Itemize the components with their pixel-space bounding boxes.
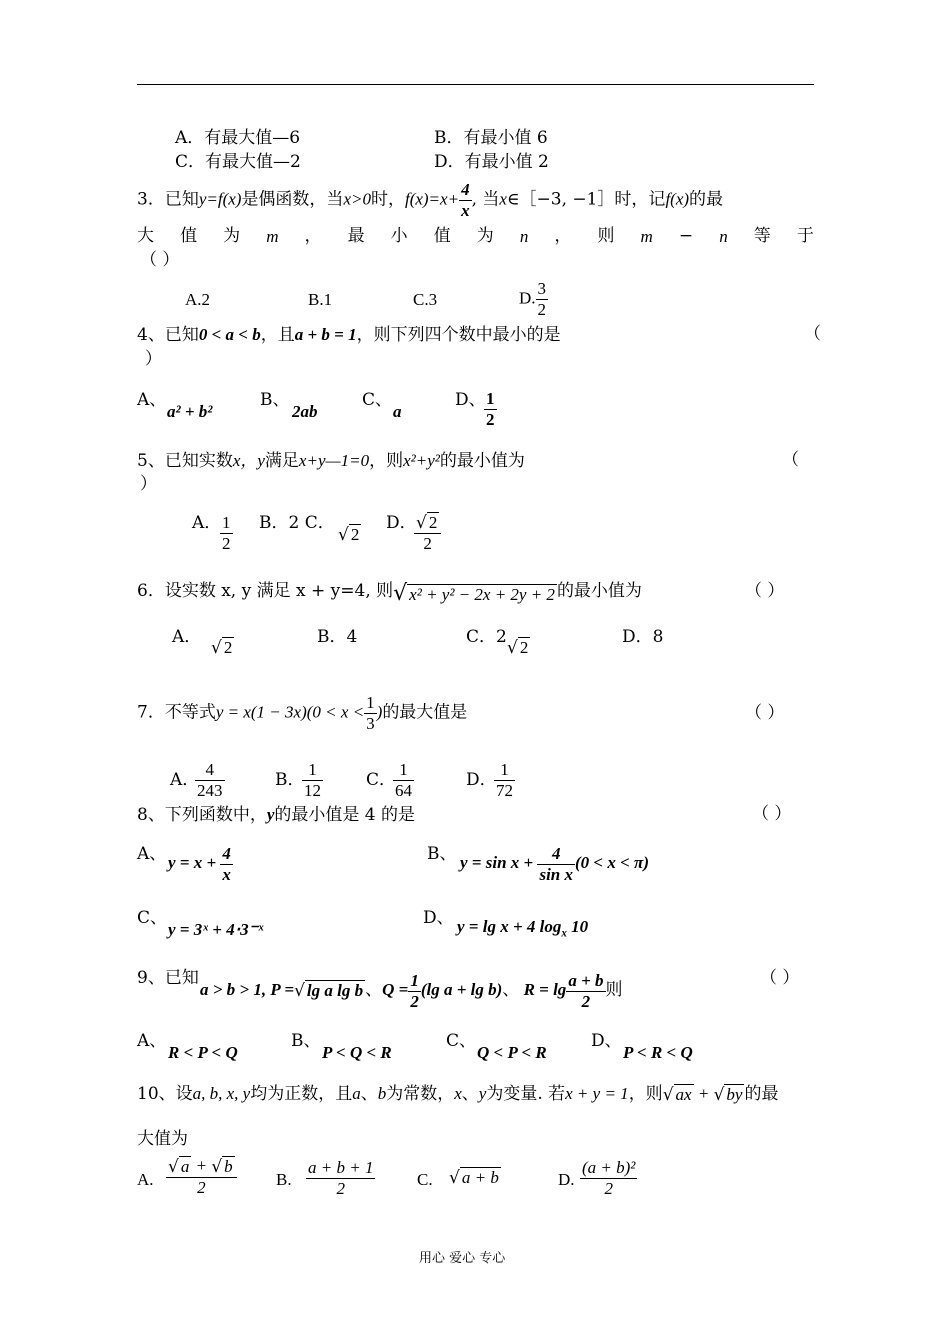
q3-paren: （ ） bbox=[140, 250, 180, 270]
q8-line1: 8、下列函数中，y的最小值是 4 的是 bbox=[137, 805, 415, 825]
q10-line2: 大值为 bbox=[137, 1129, 188, 1149]
q6-option-b: B．4 bbox=[317, 627, 358, 647]
q9-option-c-label: C、 bbox=[446, 1031, 477, 1051]
q7-option-d-label: D． bbox=[466, 770, 497, 790]
q8-option-a: y = x + $\frac{4}{x}$ bbox=[168, 844, 231, 884]
q10-option-a: $\frac{√ a + √ b}{2}$ bbox=[166, 1156, 237, 1198]
q6-paren: （ ） bbox=[745, 581, 785, 601]
q6-line1: 6．设实数 x, y 满足 x + y=4, 则√ x² + y² − 2x + 2y + 2 的最小值为 bbox=[137, 581, 642, 606]
q7-option-a-label: A． bbox=[170, 770, 200, 790]
q3-option-b: B.1 bbox=[308, 290, 333, 309]
q10-option-c-label: C. bbox=[417, 1170, 433, 1189]
q10-option-c: √ a + b bbox=[449, 1168, 499, 1189]
q7-paren: （ ） bbox=[745, 703, 785, 723]
q4-paren-close: ） bbox=[145, 349, 162, 369]
q7-option-b-label: B． bbox=[275, 770, 305, 790]
q7-option-d: $\frac{1}{72}$ bbox=[496, 760, 513, 800]
q4-option-c-label: C、 bbox=[362, 390, 393, 410]
q8-option-c-label: C、 bbox=[137, 908, 168, 928]
q6-option-c-sqrt: √ 2 bbox=[507, 638, 529, 659]
q6-option-a: A． bbox=[172, 627, 202, 647]
q10-option-b-label: B. bbox=[276, 1170, 292, 1189]
q5-option-a-label: A． bbox=[192, 513, 222, 533]
q4-option-c: a bbox=[393, 402, 402, 421]
q8-paren: （ ） bbox=[752, 804, 792, 824]
q8-option-c: y = 3ˣ + 4⋅3⁻ˣ bbox=[168, 920, 264, 939]
q3-option-d-fraction: $\frac{3}{2}$ bbox=[537, 279, 547, 319]
q9-line1: 9、已知 bbox=[137, 968, 199, 988]
q9-option-b: P < Q < R bbox=[322, 1043, 392, 1062]
q8-option-d-label: D、 bbox=[423, 908, 454, 928]
q3-option-c: C.3 bbox=[413, 290, 438, 309]
q8-option-b-label: B、 bbox=[427, 844, 457, 864]
q6-option-c: C．2 bbox=[466, 627, 507, 647]
q5-option-a: $\frac{1}{2}$ bbox=[222, 513, 231, 553]
q10-line1: 10、设a, b, x, y均为正数，且a、b为常数，x、y为变量. 若x + y = 1，则√ ax + √ by 的最 bbox=[137, 1084, 779, 1105]
q9-definitions: a > b > 1, P =√ lg a lg b 、Q = $\frac{1}{2}$ (lg a + lg b)、 R = lg $\frac{a + b}{2}$ 则 bbox=[200, 971, 623, 1011]
q5-option-d-label: D． bbox=[386, 513, 417, 533]
q4-option-d: $\frac{1}{2}$ bbox=[486, 389, 495, 429]
q9-option-b-label: B、 bbox=[291, 1031, 321, 1051]
q10-option-d: $\frac{\text{(a + b)²}}{2}$ bbox=[582, 1158, 636, 1198]
q10-option-d-label: D. bbox=[558, 1170, 575, 1189]
q8-option-d: y = lg x + 4 $\log_x 10$ bbox=[457, 917, 589, 940]
q4-option-a: a² + b² bbox=[167, 402, 213, 421]
q4-line1: 4、已知0 < a < b，且a + b = 1，则下列四个数中最小的是 bbox=[137, 325, 561, 345]
q3-option-a: A.2 bbox=[185, 290, 211, 309]
q2-option-a: A．有最大值—6 bbox=[175, 128, 301, 148]
q3-line2: 大 值 为 m ， 最 小 值 为 n ， 则 m − n 等 于 bbox=[137, 226, 814, 246]
q10-option-b: $\frac{a + b + 1}{2}$ bbox=[308, 1158, 374, 1198]
q8-option-b: y = sin x + $\frac{4}{\text{sin x}}$ (0 < x < π) bbox=[460, 844, 649, 884]
q5-option-c: √ 2 bbox=[338, 525, 360, 546]
q7-option-a: $\frac{4}{243}$ bbox=[197, 760, 223, 800]
q5-option-d: $\frac{√ 2}{2}$ bbox=[414, 512, 441, 554]
q9-option-a: R < P < Q bbox=[168, 1043, 238, 1062]
q5-paren-close: ） bbox=[140, 474, 157, 494]
q9-option-c: Q < P < R bbox=[477, 1043, 547, 1062]
q3-option-d: D. $\frac{3}{2}$ bbox=[519, 279, 547, 319]
q5-option-bc-label: B．2 C． bbox=[259, 513, 335, 533]
q4-option-b: 2ab bbox=[292, 402, 318, 421]
q5-line1: 5、已知实数x，y满足x+y—1=0，则x²+y²的最小值为 bbox=[137, 451, 525, 471]
q9-option-d-label: D、 bbox=[591, 1031, 622, 1051]
q9-option-a-label: A、 bbox=[137, 1031, 167, 1051]
q9-option-d: P < R < Q bbox=[623, 1043, 693, 1062]
q7-option-c: $\frac{1}{64}$ bbox=[395, 760, 412, 800]
q2-option-c: C．有最大值—2 bbox=[175, 152, 301, 172]
q7-option-b: $\frac{1}{12}$ bbox=[304, 760, 321, 800]
q7-option-c-label: C． bbox=[366, 770, 397, 790]
q4-option-d-label: D、 bbox=[455, 390, 486, 410]
q2-option-b: B．有最小值 6 bbox=[434, 128, 548, 148]
page-footer: 用心 爱心 专心 bbox=[419, 1251, 506, 1266]
header-rule bbox=[137, 84, 814, 85]
q8-option-a-label: A、 bbox=[137, 844, 167, 864]
q4-option-b-label: B、 bbox=[260, 390, 290, 410]
q4-option-a-label: A、 bbox=[137, 390, 167, 410]
q9-paren: （ ） bbox=[760, 968, 800, 988]
q3-line1: 3．已知y=f(x)是偶函数，当x>0时，f(x)=x+ $\frac{4}{x}$ , 当x∈［−3, −1］时，记f(x)的最 bbox=[137, 180, 724, 220]
q2-option-d: D．有最小值 2 bbox=[434, 152, 549, 172]
q5-paren-open: （ bbox=[782, 450, 799, 470]
q7-line1: 7．不等式y = x(1 − 3x)(0 < x < $\frac{1}{3}$ )的最大值是 bbox=[137, 693, 468, 733]
q10-option-a-label: A. bbox=[137, 1170, 154, 1189]
q6-option-a-sqrt: √ 2 bbox=[211, 638, 233, 659]
q3-fraction: $\frac{4}{x}$ bbox=[461, 180, 470, 220]
q4-paren-open: （ bbox=[804, 324, 821, 344]
q6-option-d: D．8 bbox=[622, 627, 664, 647]
